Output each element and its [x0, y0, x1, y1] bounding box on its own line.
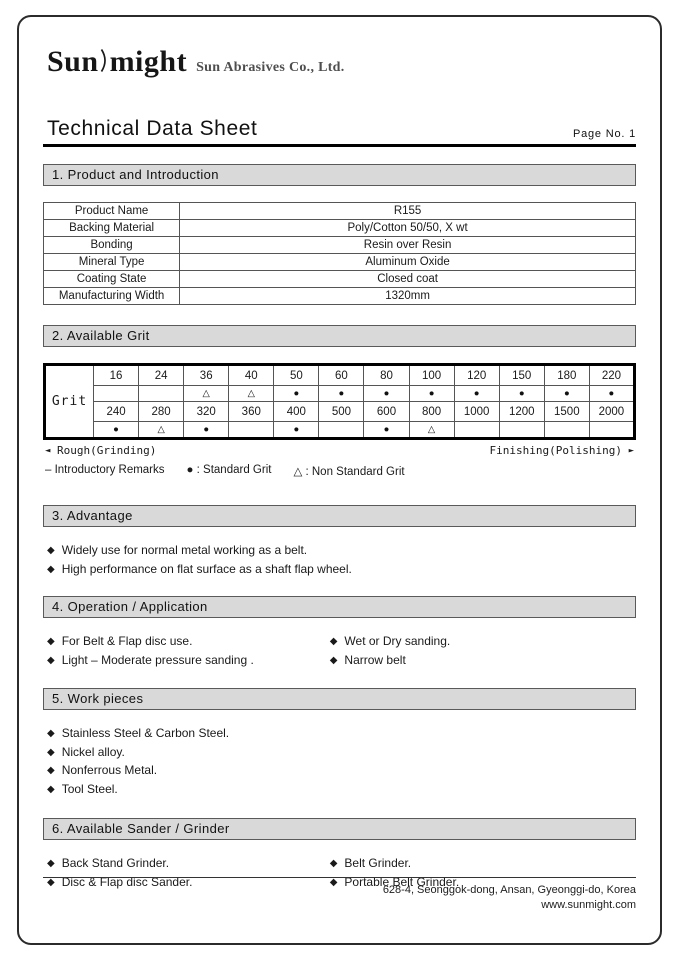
grit-cell: 1500: [544, 402, 589, 422]
finishing-label: Finishing(Polishing): [489, 444, 622, 457]
grit-cell: 1000: [454, 402, 499, 422]
list-item: [47, 762, 636, 781]
list-item: [47, 855, 330, 874]
diamond-icon: ◆: [47, 563, 55, 575]
table-row: [44, 203, 636, 220]
product-value: R155: [180, 203, 636, 220]
list-item-text: Disc & Flap disc Sander.: [61, 874, 193, 889]
product-label: Mineral Type: [44, 254, 180, 271]
page-title: Technical Data Sheet: [47, 117, 258, 140]
diamond-icon: ◆: [47, 858, 55, 869]
grit-symbol-cell: ●: [184, 422, 229, 439]
grit-cell: 180: [544, 365, 589, 386]
table-row: [44, 254, 636, 271]
grit-notes: [43, 444, 636, 457]
grit-symbol-cell: ●: [274, 422, 319, 439]
title-rule: [43, 144, 636, 147]
grit-symbol-cell: [544, 422, 589, 439]
logo-swoosh-icon: [100, 48, 109, 73]
product-label: Backing Material: [44, 220, 180, 237]
grit-symbol-cell: ●: [364, 386, 409, 402]
grit-cell: 600: [364, 402, 409, 422]
grit-symbol-row: [45, 422, 635, 439]
logo-wordmark: [47, 45, 187, 79]
grit-cell: 320: [184, 402, 229, 422]
left-arrow-icon: ◄: [45, 446, 51, 456]
list-item: [47, 744, 636, 763]
list-item-text: Stainless Steel & Carbon Steel.: [61, 726, 230, 740]
list-item-text: Narrow belt: [344, 652, 406, 667]
grit-symbol-cell: ●: [499, 386, 544, 402]
grit-cell: 800: [409, 402, 454, 422]
table-row: [44, 237, 636, 254]
grit-cell: 360: [229, 402, 274, 422]
section-4-header: 4. Operation / Application: [43, 596, 636, 618]
grit-cell: 500: [319, 402, 364, 422]
product-label: Coating State: [44, 271, 180, 288]
grit-number-row: [45, 402, 635, 422]
grit-cell: 16: [94, 365, 139, 386]
grit-symbol-cell: ●: [274, 386, 319, 402]
title-row: [47, 117, 636, 141]
diamond-icon: ◆: [47, 636, 55, 647]
grit-symbol-cell: ●: [364, 422, 409, 439]
product-value: 1320mm: [180, 288, 636, 305]
legend-intro: – Introductory Remarks: [45, 464, 165, 476]
grit-symbol-row: [45, 386, 635, 402]
grit-cell: 36: [184, 365, 229, 386]
diamond-icon: ◆: [47, 746, 55, 758]
product-value: Resin over Resin: [180, 237, 636, 254]
list-item-text: Back Stand Grinder.: [61, 856, 170, 870]
grit-symbol-cell: [139, 386, 184, 402]
grit-cell: 1200: [499, 402, 544, 422]
diamond-icon: ◆: [47, 728, 55, 739]
section-5-header: 5. Work pieces: [43, 688, 636, 710]
product-label: Manufacturing Width: [44, 288, 180, 305]
footer-website: www.sunmight.com: [541, 899, 636, 911]
product-value: Poly/Cotton 50/50, X wt: [180, 220, 636, 237]
grit-symbol-cell: ●: [319, 386, 364, 402]
list-item: [47, 561, 636, 580]
footer: [43, 874, 636, 913]
page-number: Page No. 1: [572, 128, 636, 140]
list-item-text: High performance on flat surface as a shaft flap wheel.: [61, 561, 352, 576]
list-item-text: For Belt & Flap disc use.: [61, 634, 193, 648]
document-sheet: [17, 15, 662, 945]
grit-legend: [43, 464, 636, 478]
list-item: [47, 725, 636, 744]
grit-number-row: [45, 365, 635, 386]
list-item: [47, 652, 330, 671]
grit-symbol-cell: [499, 422, 544, 439]
list-item: [330, 633, 636, 652]
grit-table: [43, 363, 636, 440]
diamond-icon: ◆: [329, 876, 338, 888]
logo-subtitle: Sun Abrasives Co., Ltd.: [196, 60, 345, 75]
grit-cell: 2000: [589, 402, 634, 422]
list-item-text: Nonferrous Metal.: [61, 763, 158, 777]
table-row: [44, 288, 636, 305]
grit-cell: 80: [364, 365, 409, 386]
table-row: [44, 220, 636, 237]
diamond-icon: ◆: [329, 654, 338, 666]
diamond-icon: ◆: [329, 636, 338, 647]
list-item-text: Tool Steel.: [61, 781, 118, 796]
list-item: [330, 652, 636, 671]
grit-symbol-cell: [94, 386, 139, 402]
grit-symbol-cell: ●: [544, 386, 589, 402]
rough-label: Rough(Grinding): [57, 444, 157, 457]
grit-symbol-cell: ●: [94, 422, 139, 439]
grit-cell: 240: [94, 402, 139, 422]
diamond-icon: ◆: [47, 765, 55, 776]
grit-cell: 40: [229, 365, 274, 386]
list-item: [330, 855, 636, 874]
grit-symbol-cell: △: [139, 422, 184, 439]
diamond-icon: ◆: [47, 654, 55, 666]
grit-symbol-cell: ●: [454, 386, 499, 402]
product-value: Closed coat: [180, 271, 636, 288]
grit-cell: 24: [139, 365, 184, 386]
grit-cell: 400: [274, 402, 319, 422]
grit-cell: 50: [274, 365, 319, 386]
grit-symbol-cell: △: [229, 386, 274, 402]
operation-list: [43, 633, 636, 670]
legend-standard: ● : Standard Grit: [186, 464, 272, 476]
grit-cell: 220: [589, 365, 634, 386]
advantage-list: [43, 542, 636, 579]
list-item-text: Portable Belt Grinder.: [344, 874, 460, 889]
grit-cell: 120: [454, 365, 499, 386]
footer-address: 628-4, Seonggok-dong, Ansan, Gyeonggi-do, Korea: [382, 884, 636, 896]
rough-note: [45, 444, 156, 457]
diamond-icon: ◆: [47, 783, 55, 795]
grit-row-label: Grit: [45, 365, 94, 439]
section-3-header: 3. Advantage: [43, 505, 636, 527]
list-item: [47, 781, 636, 800]
grit-symbol-cell: ●: [589, 386, 634, 402]
grit-cell: 100: [409, 365, 454, 386]
section-6-header: 6. Available Sander / Grinder: [43, 818, 636, 840]
logo-part2: might: [109, 45, 188, 78]
logo-part1: Sun: [47, 45, 99, 78]
list-item-text: Nickel alloy.: [61, 744, 125, 759]
grit-symbol-cell: [229, 422, 274, 439]
grit-symbol-cell: ●: [409, 386, 454, 402]
grit-symbol-cell: [589, 422, 634, 439]
grit-symbol-cell: [454, 422, 499, 439]
section-2-header: 2. Available Grit: [43, 325, 636, 347]
product-value: Aluminum Oxide: [180, 254, 636, 271]
right-arrow-icon: ►: [628, 446, 634, 456]
grit-cell: 150: [499, 365, 544, 386]
section-1-header: 1. Product and Introduction: [43, 164, 636, 186]
list-item-text: Light – Moderate pressure sanding .: [61, 652, 254, 667]
grit-symbol-cell: △: [184, 386, 229, 402]
workpieces-list: [43, 725, 636, 799]
grit-symbol-cell: [319, 422, 364, 439]
legend-nonstandard: △ : Non Standard Grit: [293, 466, 405, 478]
diamond-icon: ◆: [329, 858, 338, 869]
table-row: [44, 271, 636, 288]
grit-cell: 60: [319, 365, 364, 386]
grit-cell: 280: [139, 402, 184, 422]
product-label: Bonding: [44, 237, 180, 254]
product-table: [43, 202, 636, 305]
list-item-text: Widely use for normal metal working as a belt.: [61, 543, 308, 557]
list-item: [47, 542, 636, 561]
product-label: Product Name: [44, 203, 180, 220]
list-item-text: Belt Grinder.: [344, 856, 412, 870]
finishing-note: [490, 444, 635, 457]
list-item-text: Wet or Dry sanding.: [344, 634, 451, 648]
diamond-icon: ◆: [47, 545, 55, 556]
list-item: [47, 633, 330, 652]
grit-symbol-cell: △: [409, 422, 454, 439]
diamond-icon: ◆: [47, 876, 55, 888]
logo: [47, 45, 636, 79]
